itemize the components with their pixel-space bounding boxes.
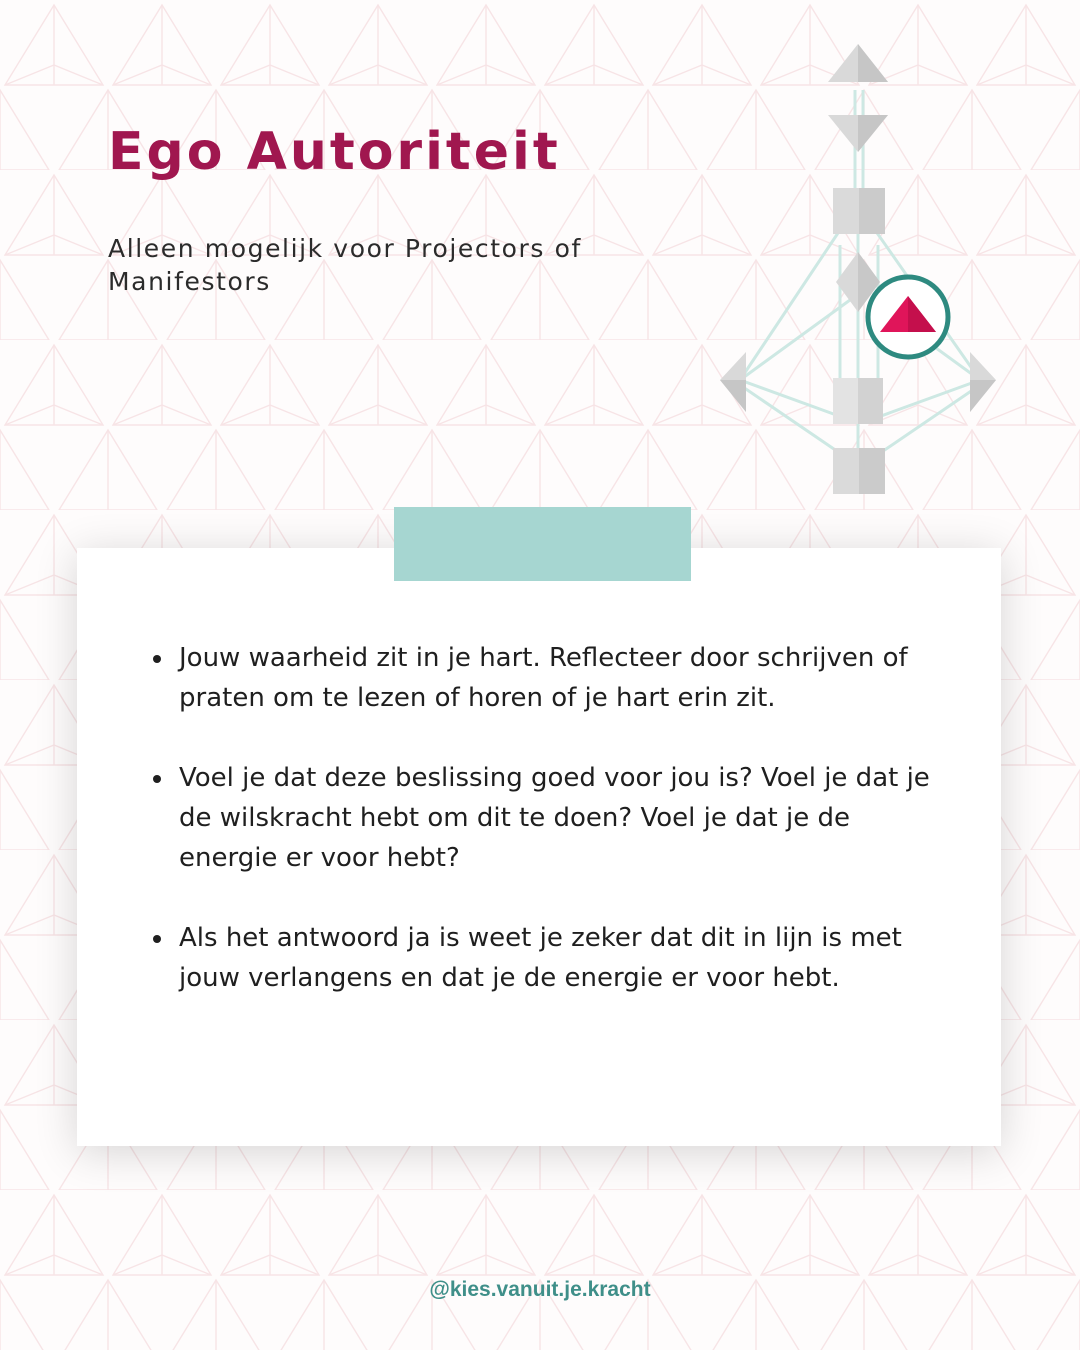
bullet-list <box>179 638 939 1038</box>
card-tab-accent <box>394 507 691 581</box>
throat-center <box>833 188 885 234</box>
list-item <box>179 918 939 998</box>
root-center <box>833 448 885 494</box>
content-card <box>77 548 1001 1146</box>
bullet-icon <box>153 655 161 663</box>
list-item <box>179 638 939 718</box>
heart-center <box>868 277 948 357</box>
social-handle: @kies.vanuit.je.kracht <box>429 1278 651 1301</box>
bullet-icon <box>153 775 161 783</box>
list-item-text: Jouw waarheid zit in je hart. Reflecteer door schrijven of praten om te lezen of horen of je hart erin zit. <box>179 643 908 713</box>
spleen-center <box>720 352 746 412</box>
page-subtitle: Alleen mogelijk voor Projectors of Manifestors <box>108 234 582 296</box>
sacral-center <box>833 378 883 424</box>
head-center <box>828 44 888 82</box>
list-item <box>179 758 939 878</box>
list-item-text: Als het antwoord ja is weet je zeker dat dit in lijn is met jouw verlangens en dat je de energie er voor hebt. <box>179 923 902 993</box>
list-item-text: Voel je dat deze beslissing goed voor jou is? Voel je dat je de wilskracht hebt om dit te doen? Voel je dat je de energie er voor hebt? <box>179 763 930 873</box>
bullet-icon <box>153 935 161 943</box>
page-title: Ego Autoriteit <box>108 122 561 182</box>
bodygraph-illustration <box>700 30 1020 510</box>
ajna-center <box>828 115 888 152</box>
solar-plexus-center <box>970 352 996 412</box>
